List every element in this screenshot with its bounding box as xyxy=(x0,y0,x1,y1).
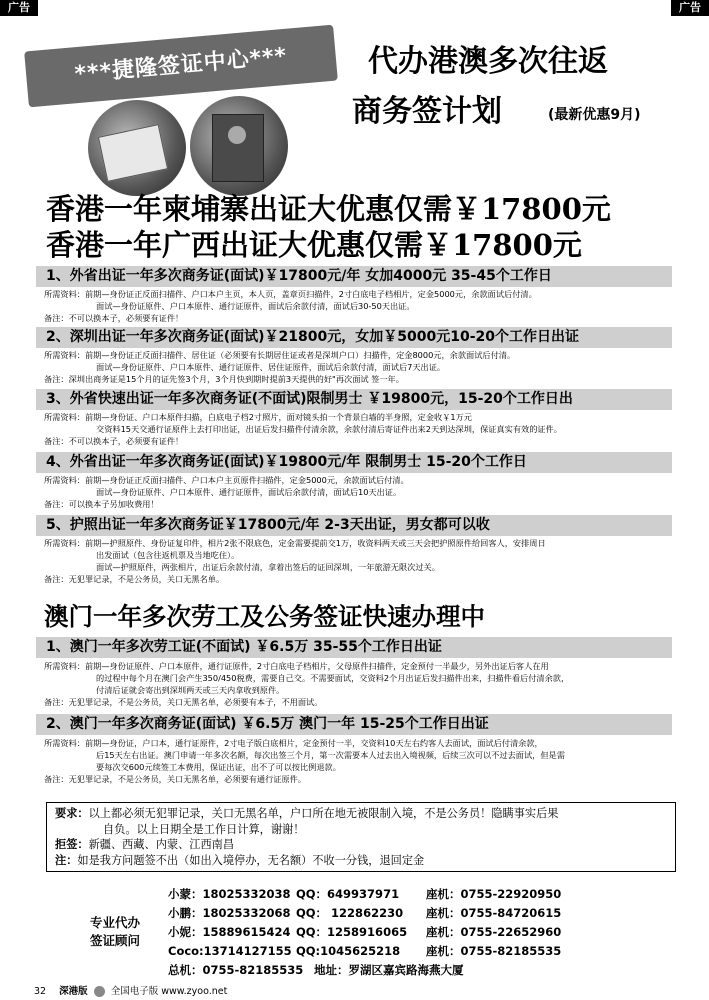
passport-photo-2 xyxy=(190,96,288,196)
macau-heading: 澳门一年多次劳工及公务签证快速办理中 xyxy=(44,602,485,631)
section-title: 2、澳门一年多次商务证(面试) ￥6.5万 澳门一年 15-25个工作日出证 xyxy=(36,714,672,735)
headline-note: (最新优惠9月) xyxy=(548,107,641,123)
section-body: 所需资料：前期—身份证原件、户口本原件，通行证原件，2寸白底电子档相片，父母原件扫描件，定金预付一半最少，另外出证后客人在用 的过程中每个月在澳门会产生350/450税费，需要自己交。不需要面试，交资料2个月出证后发扫描件出来，扫描件看后付清余款， 付清后证就会寄出到深圳两天或三天内拿收到原件。 备注：无犯罪记录，不是公务员，关口无黑名单，必须要有本子，不用面试。 xyxy=(44,661,570,707)
passport-photo-1 xyxy=(88,100,186,196)
section-title: 1、外省出证一年多次商务证(面试)￥17800元/年 女加4000元 35-45个工作日 xyxy=(36,266,672,287)
section-body: 所需资料：前期—身份证正反面扫描件、户口本户主页原件扫描件，定金5000元，余款面试后付清。 面试—身份证原件、户口本原件、通行证原件，面试后余款付清，面试后10天出证。 备注：可以换本子另加收费用！ xyxy=(44,475,409,509)
hq-row: 总机：0755-82185535 地址：罗湖区嘉宾路海燕大厦 xyxy=(168,963,464,977)
section-body: 所需资料：前期—身份证、户口本原件扫描，白底电子档2寸照片，面对镜头拍一个背景白墙的半身照，定金收￥1万元 交资料15天交通行证原件上去打印出证，出证后发扫描件付清余款，余款付清后寄证件出来2天到达深圳，保证真实有效的证件。 备注：不可以换本子，必须要有证件！ xyxy=(44,412,562,446)
contact-list xyxy=(168,885,561,980)
section-title: 1、澳门一年多次劳工证(不面试) ￥6.5万 35-55个工作日出证 xyxy=(36,637,672,658)
contact-row: 小鹏：18025332068 QQ： 122862230 座机：0755-84720615 xyxy=(168,906,562,920)
requirements-box: 要求：以上都必须无犯罪记录，关口无黑名单，户口所在地无被限制入境，不是公务员！隐瞒事实后果 自负。以上日期全是工作日计算，谢谢！ 拒签：新疆、西藏、内蒙、江西南昌 注：如是我方问题签不出（如出入境停办，无名额）不收一分钱，退回定金 xyxy=(46,802,676,872)
contact-row: 小妮：15889615424 QQ：1258916065 座机：0755-22652960 xyxy=(168,925,562,939)
ad-tag-right: 广告 xyxy=(671,0,709,16)
offer-guangxi: 香港一年广西出证大优惠仅需￥17800元 xyxy=(46,228,582,262)
section-body: 所需资料：前期—身份证，户口本，通行证原件，2寸电子版白底相片，定金预付一半，交资料10天左右约客人去面试，面试后付清余款， 后15天左右出证。澳门申请一年多次名额，每次出签三个月，第一次需要本人过去出入境视频，后续三次可以不过去面试，但是需 要每次交600元续签工本费用，保证出证，出不了可以按比例退款。 备注：无犯罪记录，不是公务员，关口无黑名单，必须要有通行证原件。 xyxy=(44,738,565,784)
section-title: 2、深圳出证一年多次商务证(面试)￥21800元，女加￥5000元10-20个工作日出证 xyxy=(36,327,672,348)
logo-icon xyxy=(94,986,105,997)
site-link[interactable]: 全国电子版 www.zyoo.net xyxy=(110,986,228,997)
section-body: 所需资料：前期—身份证正反面扫描件、居住证（必须要有长期居住证或者是深圳户口）扫描件，定金8000元，余款面试后付清。 面试—身份证原件、户口本原件、通行证原件、居住证原件，面试后余款付清，面试后7天出证。 备注：深圳出商务证是15个月的证先签3个月，3个月快到期时提前3天提供的好"再次面试 签一年。 xyxy=(44,350,516,384)
headline-line1: 代办港澳多次往返 xyxy=(368,44,608,79)
offer-cambodia: 香港一年柬埔寨出证大优惠仅需￥17800元 xyxy=(46,192,611,226)
section-title: 4、外省出证一年多次商务证(面试)￥19800元/年 限制男士 15-20个工作日 xyxy=(36,452,672,473)
footer xyxy=(34,983,227,997)
section-body: 所需资料：前期—身份证正反面扫描件、户口本户主页，本人页，盖章页扫描件，2寸白底电子档相片，定金5000元，余款面试后付清。 面试—身份证原件、户口本原件、通行证原件，面试后余款付清，面试后30-50天出证。 备注：不可以换本子，必须要有证件！ xyxy=(44,289,537,323)
ad-tag-left: 广告 xyxy=(0,0,38,16)
headline-line2: 商务签计划 xyxy=(352,94,502,129)
section-title: 3、外省快速出证一年多次商务证(不面试)限制男士 ￥19800元，15-20个工作日出 xyxy=(36,389,672,410)
contact-row: 小蒙：18025332038 QQ：649937971 座机：0755-22920950 xyxy=(168,887,562,901)
contact-row: Coco:13714127155 QQ:1045625218 座机：0755-82185535 xyxy=(168,944,562,958)
page-number: 32 xyxy=(34,986,47,997)
edition-label: 深港版 xyxy=(59,986,88,997)
section-title: 5、护照出证一年多次商务证￥17800元/年 2-3天出证，男女都可以收 xyxy=(36,515,672,536)
agency-banner: ***捷隆签证中心*** xyxy=(24,25,338,108)
consultant-label: 专业代办 签证顾问 xyxy=(90,915,141,948)
section-body: 所需资料：前期—护照原件、身份证复印件，相片2张不限底色，定金需要提前交1万，收资料两天或三天会把护照原件给回客人，安排周日 出发面试（包含往返机票及当地吃住）。 面试—护照原件，两张相片，出证后余款付清，拿着出签后的证回深圳，一年旅游无限次过关。 备注：无犯罪记录，不是公务员，关口无黑名单。 xyxy=(44,538,546,584)
